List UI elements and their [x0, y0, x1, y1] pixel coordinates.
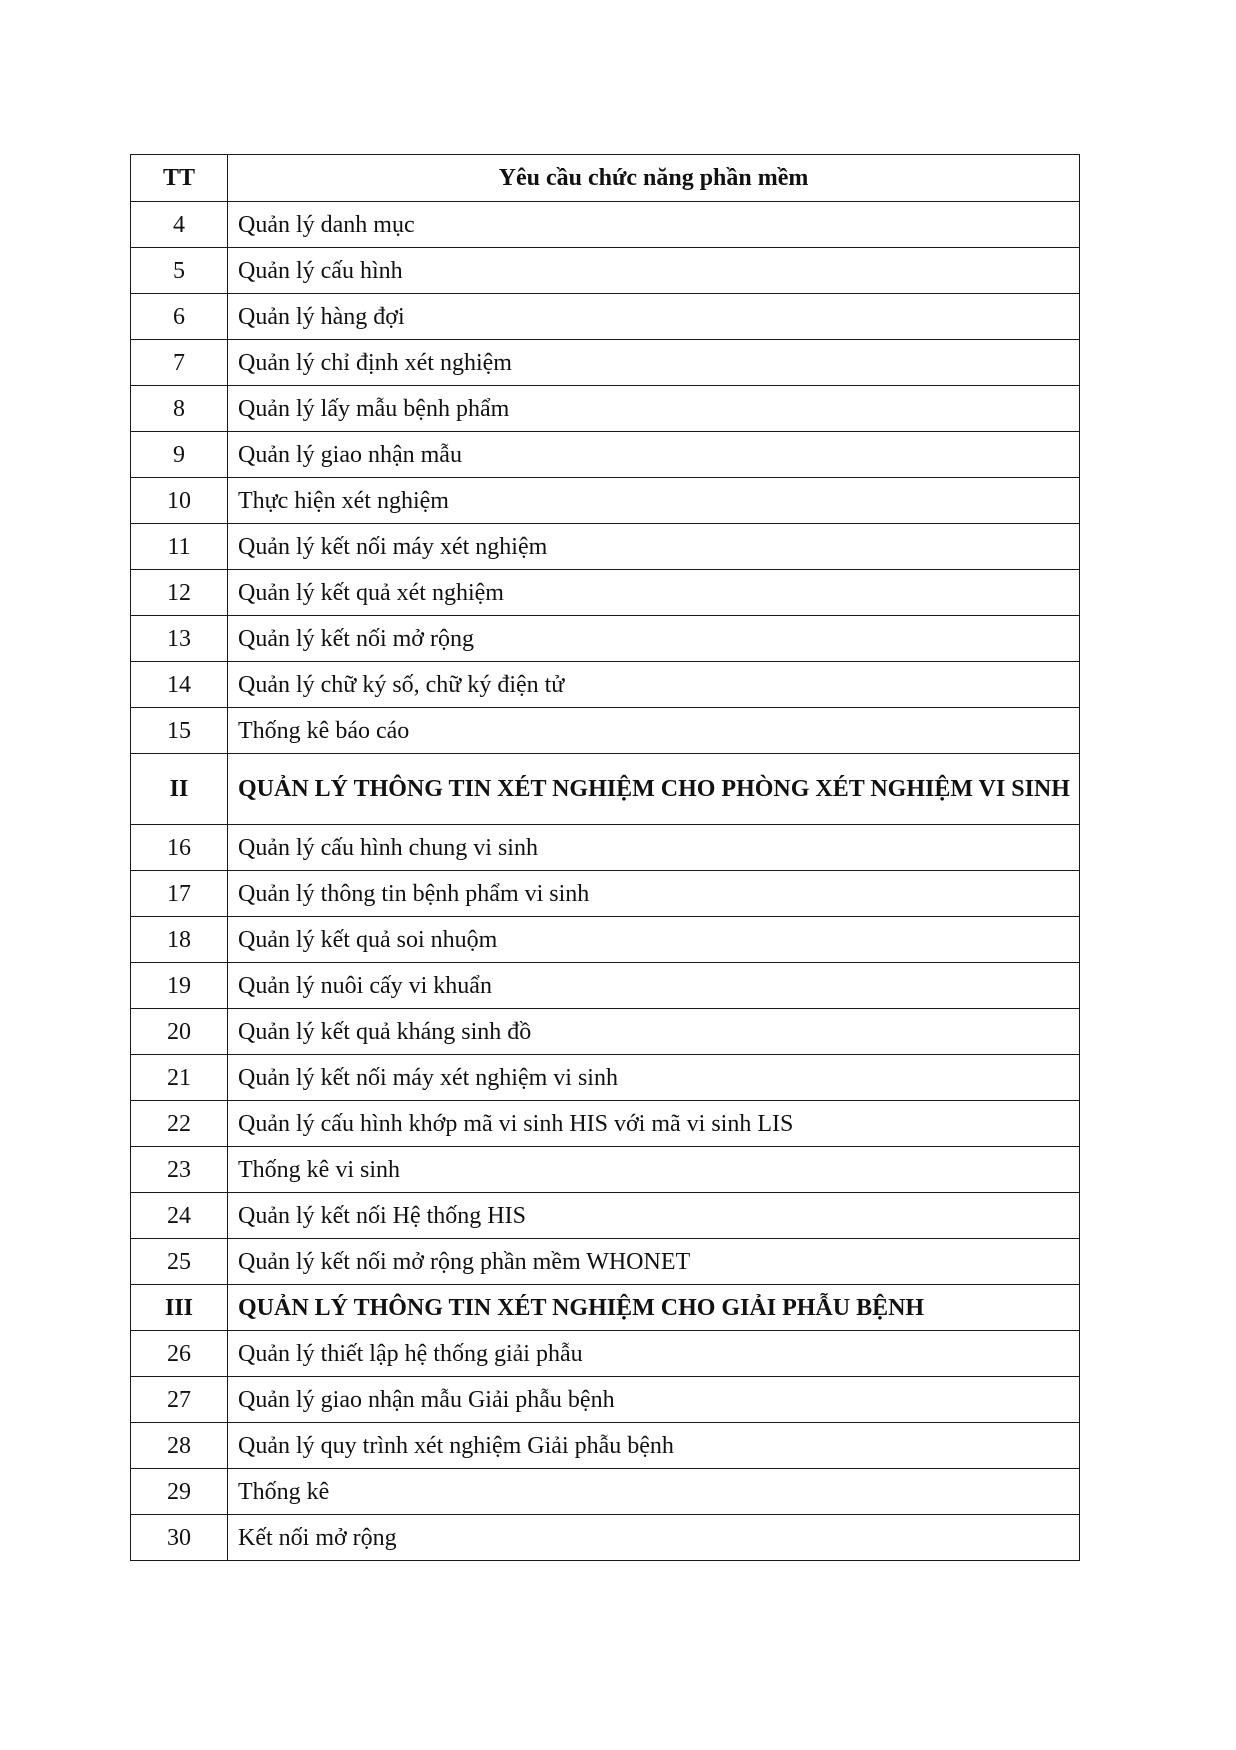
table-row [131, 1055, 1080, 1101]
row-number: 12 [131, 570, 228, 616]
row-number: II [131, 754, 228, 825]
requirement-text: Thống kê vi sinh [228, 1147, 1080, 1193]
requirement-text: Quản lý kết nối Hệ thống HIS [228, 1193, 1080, 1239]
row-number: 18 [131, 917, 228, 963]
row-number: 17 [131, 871, 228, 917]
requirement-text: Quản lý cấu hình khớp mã vi sinh HIS với mã vi sinh LIS [228, 1101, 1080, 1147]
table-row [131, 386, 1080, 432]
row-number: 10 [131, 478, 228, 524]
row-number: 14 [131, 662, 228, 708]
table-row [131, 917, 1080, 963]
requirement-text: Quản lý kết quả soi nhuộm [228, 917, 1080, 963]
row-number: 30 [131, 1515, 228, 1561]
row-number: 27 [131, 1377, 228, 1423]
section-title: QUẢN LÝ THÔNG TIN XÉT NGHIỆM CHO GIẢI PHẪU BỆNH [228, 1285, 1080, 1331]
section-row [131, 1285, 1080, 1331]
table-body [131, 202, 1080, 1561]
section-title: QUẢN LÝ THÔNG TIN XÉT NGHIỆM CHO PHÒNG XÉT NGHIỆM VI SINH [228, 754, 1080, 825]
table-row [131, 524, 1080, 570]
table-row [131, 1101, 1080, 1147]
row-number: 4 [131, 202, 228, 248]
requirement-text: Kết nối mở rộng [228, 1515, 1080, 1561]
row-number: 5 [131, 248, 228, 294]
table-row [131, 1193, 1080, 1239]
table-row [131, 432, 1080, 478]
requirement-text: Quản lý kết nối mở rộng [228, 616, 1080, 662]
table-row [131, 478, 1080, 524]
row-number: 11 [131, 524, 228, 570]
section-row [131, 754, 1080, 825]
requirement-text: Thực hiện xét nghiệm [228, 478, 1080, 524]
row-number: 23 [131, 1147, 228, 1193]
requirement-text: Quản lý thiết lập hệ thống giải phẫu [228, 1331, 1080, 1377]
row-number: 28 [131, 1423, 228, 1469]
requirement-text: Quản lý danh mục [228, 202, 1080, 248]
requirements-table [130, 154, 1080, 1561]
row-number: 24 [131, 1193, 228, 1239]
row-number: 25 [131, 1239, 228, 1285]
table-row [131, 248, 1080, 294]
row-number: 9 [131, 432, 228, 478]
row-number: 22 [131, 1101, 228, 1147]
header-tt: TT [131, 155, 228, 202]
requirement-text: Quản lý kết nối máy xét nghiệm vi sinh [228, 1055, 1080, 1101]
table-row [131, 340, 1080, 386]
row-number: III [131, 1285, 228, 1331]
table-row [131, 616, 1080, 662]
row-number: 8 [131, 386, 228, 432]
table-row [131, 202, 1080, 248]
requirement-text: Quản lý thông tin bệnh phẩm vi sinh [228, 871, 1080, 917]
table-row [131, 1147, 1080, 1193]
requirement-text: Quản lý cấu hình chung vi sinh [228, 825, 1080, 871]
table-row [131, 1377, 1080, 1423]
table-row [131, 1423, 1080, 1469]
table-row [131, 1009, 1080, 1055]
table-row [131, 1239, 1080, 1285]
table-row [131, 708, 1080, 754]
table-row [131, 1515, 1080, 1561]
requirement-text: Quản lý chữ ký số, chữ ký điện tử [228, 662, 1080, 708]
row-number: 13 [131, 616, 228, 662]
header-requirement: Yêu cầu chức năng phần mềm [228, 155, 1080, 202]
table-row [131, 1469, 1080, 1515]
requirement-text: Quản lý kết quả kháng sinh đồ [228, 1009, 1080, 1055]
requirement-text: Quản lý kết quả xét nghiệm [228, 570, 1080, 616]
row-number: 15 [131, 708, 228, 754]
requirement-text: Quản lý chỉ định xét nghiệm [228, 340, 1080, 386]
requirement-text: Quản lý giao nhận mẫu [228, 432, 1080, 478]
requirement-text: Quản lý hàng đợi [228, 294, 1080, 340]
row-number: 7 [131, 340, 228, 386]
table-row [131, 825, 1080, 871]
row-number: 21 [131, 1055, 228, 1101]
table-row [131, 1331, 1080, 1377]
table-row [131, 662, 1080, 708]
requirement-text: Quản lý lấy mẫu bệnh phẩm [228, 386, 1080, 432]
row-number: 16 [131, 825, 228, 871]
table-row [131, 871, 1080, 917]
requirement-text: Thống kê báo cáo [228, 708, 1080, 754]
row-number: 26 [131, 1331, 228, 1377]
table-header-row [131, 155, 1080, 202]
requirement-text: Quản lý cấu hình [228, 248, 1080, 294]
table-row [131, 294, 1080, 340]
requirement-text: Quản lý nuôi cấy vi khuẩn [228, 963, 1080, 1009]
row-number: 29 [131, 1469, 228, 1515]
row-number: 20 [131, 1009, 228, 1055]
requirement-text: Thống kê [228, 1469, 1080, 1515]
table-row [131, 570, 1080, 616]
requirement-text: Quản lý quy trình xét nghiệm Giải phẫu bệnh [228, 1423, 1080, 1469]
requirement-text: Quản lý kết nối máy xét nghiệm [228, 524, 1080, 570]
table-row [131, 963, 1080, 1009]
row-number: 6 [131, 294, 228, 340]
requirement-text: Quản lý giao nhận mẫu Giải phẫu bệnh [228, 1377, 1080, 1423]
requirement-text: Quản lý kết nối mở rộng phần mềm WHONET [228, 1239, 1080, 1285]
row-number: 19 [131, 963, 228, 1009]
